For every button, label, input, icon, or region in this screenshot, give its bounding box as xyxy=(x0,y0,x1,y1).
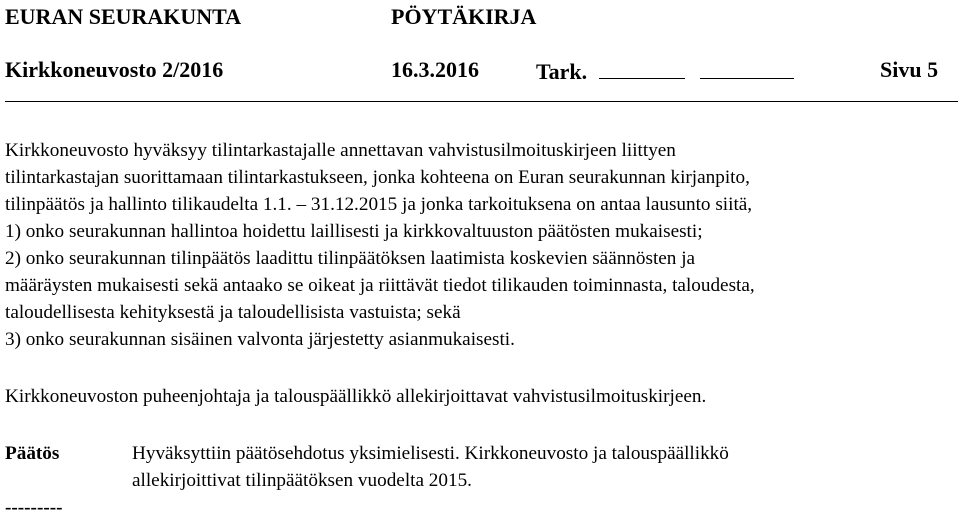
meeting-body: Kirkkoneuvosto 2/2016 xyxy=(5,57,224,82)
paragraph-line: 2) onko seurakunnan tilinpäätös laadittu tilinpäätöksen laatimista koskevien säännösten ja xyxy=(5,248,696,269)
paragraph-line: määräysten mukaisesti sekä antaako se oikeat ja riittävät tiedot tilikauden toiminnasta, taloudesta, xyxy=(5,275,755,296)
decision-line: Hyväksyttiin päätösehdotus yksimielisesti. Kirkkoneuvosto ja talouspäällikkö xyxy=(132,443,729,464)
meeting-date: 16.3.2016 xyxy=(391,57,479,82)
check-signature-line-2 xyxy=(700,58,794,79)
org-name: EURAN SEURAKUNTA xyxy=(5,4,242,29)
check-signature-line-1 xyxy=(599,58,685,79)
check-field xyxy=(536,58,794,84)
document-type: PÖYTÄKIRJA xyxy=(391,4,537,29)
decision-line: allekirjoittivat tilinpäätöksen vuodelta 2015. xyxy=(132,470,472,491)
paragraph-line: tilintarkastajan suorittamaan tilintarkastukseen, jonka kohteena on Euran seurakunnan kirjanpito, xyxy=(5,167,750,188)
paragraph-line: taloudellisesta kehityksestä ja taloudellisista vastuista; sekä xyxy=(5,302,461,323)
decision-label: Päätös xyxy=(5,443,60,464)
paragraph-line: 1) onko seurakunnan hallintoa hoidettu laillisesti ja kirkkovaltuuston päätösten mukaisesti; xyxy=(5,221,703,242)
paragraph-2: Kirkkoneuvoston puheenjohtaja ja talouspäällikkö allekirjoittavat vahvistusilmoituskirjeen. xyxy=(5,386,707,407)
header-rule xyxy=(5,101,958,102)
paragraph-line: tilinpäätös ja hallinto tilikaudelta 1.1. – 31.12.2015 ja jonka tarkoituksena on antaa lausunto siitä, xyxy=(5,194,753,215)
check-label: Tark. xyxy=(536,59,588,84)
page-number: Sivu 5 xyxy=(880,57,939,82)
paragraph-line: Kirkkoneuvosto hyväksyy tilintarkastajalle annettavan vahvistusilmoituskirjeen liittyen xyxy=(5,140,676,161)
decision-separator: --------- xyxy=(5,497,63,518)
paragraph-line: 3) onko seurakunnan sisäinen valvonta järjestetty asianmukaisesti. xyxy=(5,329,515,350)
